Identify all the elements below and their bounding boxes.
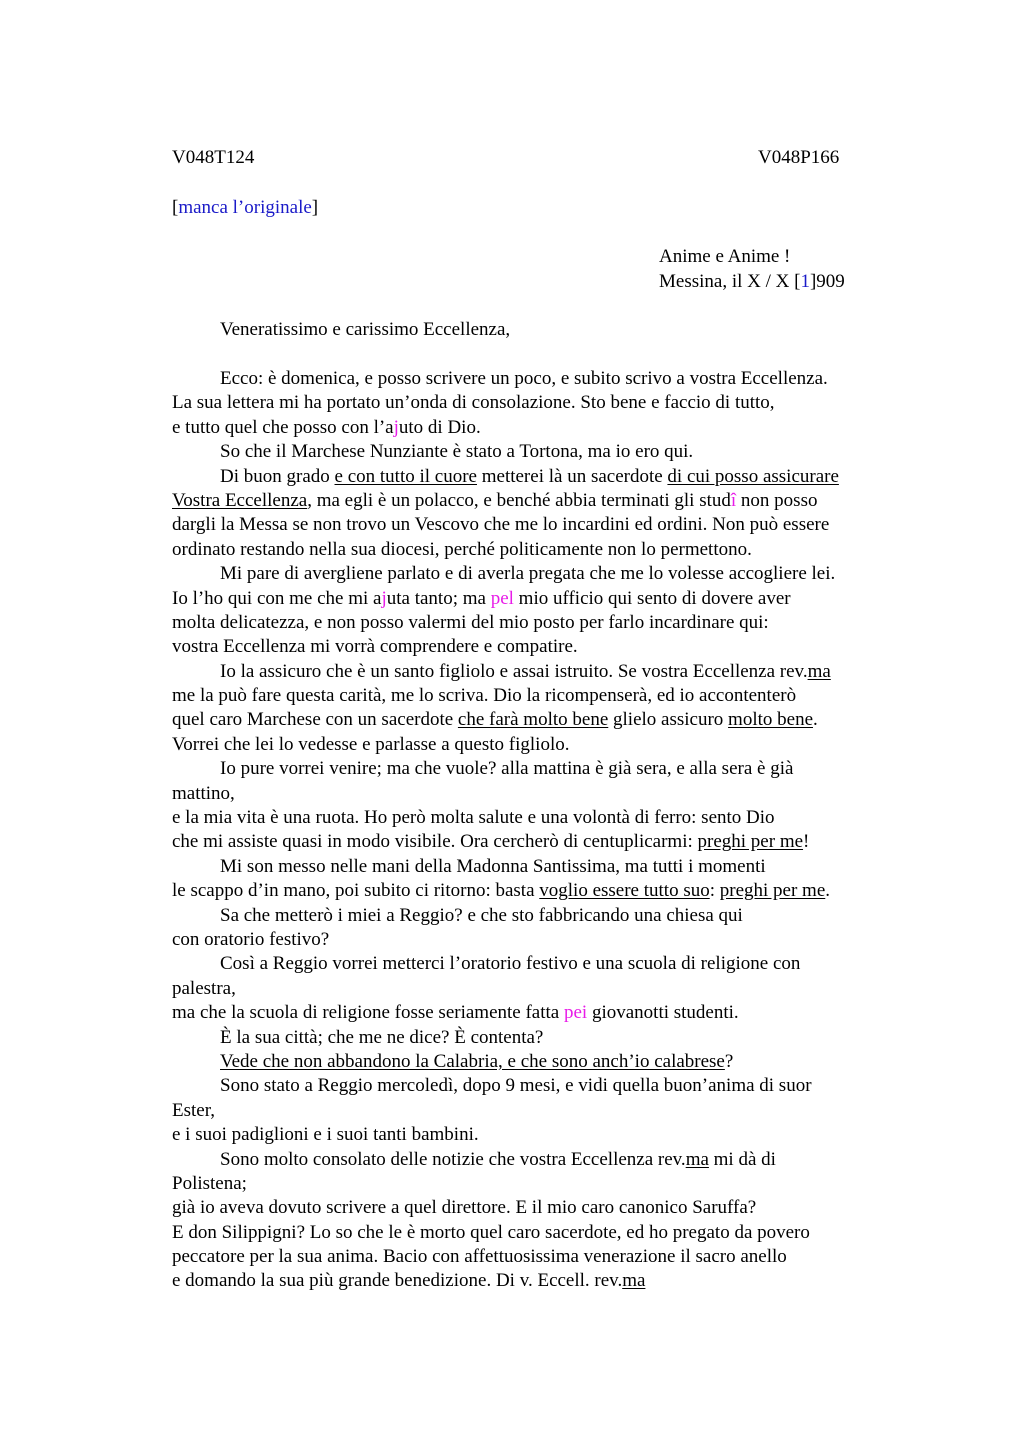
text-line: Io la assicuro che è un santo figliolo e assai istruito. Se vostra Eccellenza rev.ma <box>220 660 831 682</box>
text-line: le scappo d’in mano, poi subito ci ritorno: basta voglio essere tutto suo: preghi per me. <box>172 880 831 902</box>
underlined-text: preghi per me <box>719 880 826 902</box>
text-line: dargli la Messa se non trovo un Vescovo che me lo incardini ed ordini. Non può essere <box>172 514 830 536</box>
text-line: ordinato restando nella sua diocesi, perché politicamente non lo permettono. <box>172 538 752 560</box>
note-bracket-close: ] <box>311 197 319 218</box>
text-line: mattino, <box>172 782 235 804</box>
document-code-right: V048P166 <box>758 147 840 168</box>
text-line: ma che la scuola di religione fosse seriamente fatta pei giovanotti studenti. <box>172 1002 739 1024</box>
underlined-text: che farà molto bene <box>457 709 609 731</box>
text-line: Di buon grado e con tutto il cuore metterei là un sacerdote di cui posso assicurare <box>220 465 839 487</box>
text-line: È la sua città; che me ne dice? È contenta? <box>220 1026 544 1048</box>
date-pre: Messina, il X / X [ <box>659 270 801 292</box>
text-line: peccatore per la sua anima. Bacio con affettuosissima venerazione il sacro anello <box>172 1246 787 1268</box>
editorial-mark: j <box>381 587 387 609</box>
letter-body <box>172 367 932 1294</box>
text-line: La sua lettera mi ha portato un’onda di consolazione. Sto bene e faccio di tutto, <box>172 392 775 414</box>
text-line: E don Silippigni? Lo so che le è morto quel caro sacerdote, ed ho pregato da povero <box>172 1221 810 1243</box>
underlined-text: Vostra Eccellenza <box>172 489 308 511</box>
text-line: che mi assiste quasi in modo visibile. Ora cercherò di centuplicarmi: preghi per me! <box>172 831 810 853</box>
editorial-mark: pel <box>490 587 514 609</box>
text-line: e i suoi padiglioni e i suoi tanti bambini. <box>172 1124 479 1146</box>
underlined-text: molto bene <box>728 709 813 731</box>
text-line: Sono stato a Reggio mercoledì, dopo 9 mesi, e vidi quella buon’anima di suor <box>220 1075 812 1097</box>
underlined-text: di cui posso assicurare <box>667 465 839 487</box>
editorial-mark: î <box>730 489 737 511</box>
text-line: Ecco: è domenica, e posso scrivere un poco, e subito scrivo a vostra Eccellenza. <box>220 368 828 389</box>
text-line: So che il Marchese Nunziante è stato a Tortona, ma io ero qui. <box>220 441 694 463</box>
text-line: palestra, <box>172 977 236 999</box>
underlined-text: e con tutto il cuore <box>334 465 477 487</box>
text-line: Vede che non abbandono la Calabria, e che sono anch’io calabrese? <box>220 1050 734 1072</box>
underlined-text: ma <box>685 1148 709 1170</box>
text-line: molta delicatezza, e non posso valermi del mio posto per farlo incardinare qui: <box>172 611 769 633</box>
date-inserted-digit: 1 <box>800 270 810 292</box>
date-post: ]909 <box>809 270 845 292</box>
text-line: con oratorio festivo? <box>172 928 330 950</box>
salutation: Veneratissimo e carissimo Eccellenza, <box>220 319 511 340</box>
note-bracket-open: [ <box>172 197 179 218</box>
text-line: Polistena; <box>172 1172 247 1194</box>
place-line-1: Anime e Anime ! <box>659 246 791 267</box>
text-line: me la può fare questa carità, me lo scriva. Dio la ricompenserà, ed io accontenterò <box>172 685 797 707</box>
text-line: Ester, <box>172 1099 216 1121</box>
editorial-mark: j <box>393 416 399 438</box>
place-date-block <box>659 245 845 294</box>
underlined-text: Vede che non abbandono la Calabria, e che sono anch’io calabrese <box>220 1050 725 1072</box>
underlined-text: preghi per me <box>697 831 804 853</box>
underlined-text: voglio essere tutto suo <box>539 880 710 902</box>
underlined-text: ma <box>807 660 831 682</box>
text-line: e la mia vita è una ruota. Ho però molta salute e una volontà di ferro: sento Dio <box>172 807 775 829</box>
text-line: e domando la sua più grande benedizione. Di v. Eccell. rev.ma <box>172 1270 646 1292</box>
document-code-left: V048T124 <box>172 147 255 168</box>
underlined-text: ma <box>622 1270 646 1292</box>
text-line: Mi pare di avergliene parlato e di averla pregata che me lo volesse accogliere lei. <box>220 563 836 585</box>
text-line: Vostra Eccellenza, ma egli è un polacco, e benché abbia terminati gli studî non posso <box>172 489 818 511</box>
text-line: Mi son messo nelle mani della Madonna Santissima, ma tutti i momenti <box>220 855 766 877</box>
text-line: Così a Reggio vorrei metterci l’oratorio festivo e una scuola di religione con <box>220 953 801 975</box>
editorial-mark: pei <box>563 1002 588 1024</box>
text-line: quel caro Marchese con un sacerdote che farà molto bene glielo assicuro molto bene. <box>172 709 818 731</box>
text-line: Io l’ho qui con me che mi ajuta tanto; ma pel mio ufficio qui sento di dovere aver <box>172 587 791 609</box>
text-line: Vorrei che lei lo vedesse e parlasse a questo figliolo. <box>172 733 570 755</box>
editorial-note <box>172 196 318 220</box>
text-line: Sono molto consolato delle notizie che vostra Eccellenza rev.ma mi dà di <box>220 1148 776 1170</box>
text-line: già io aveva dovuto scrivere a quel direttore. E il mio caro canonico Saruffa? <box>172 1197 757 1219</box>
note-text: manca l’originale <box>178 197 312 218</box>
text-line: Sa che metterò i miei a Reggio? e che sto fabbricando una chiesa qui <box>220 904 743 926</box>
text-line: Io pure vorrei venire; ma che vuole? alla mattina è già sera, e alla sera è già <box>220 758 794 780</box>
text-line: e tutto quel che posso con l’ajuto di Dio. <box>172 416 481 438</box>
place-line-2 <box>659 270 845 295</box>
text-line: vostra Eccellenza mi vorrà comprendere e compatire. <box>172 636 578 658</box>
